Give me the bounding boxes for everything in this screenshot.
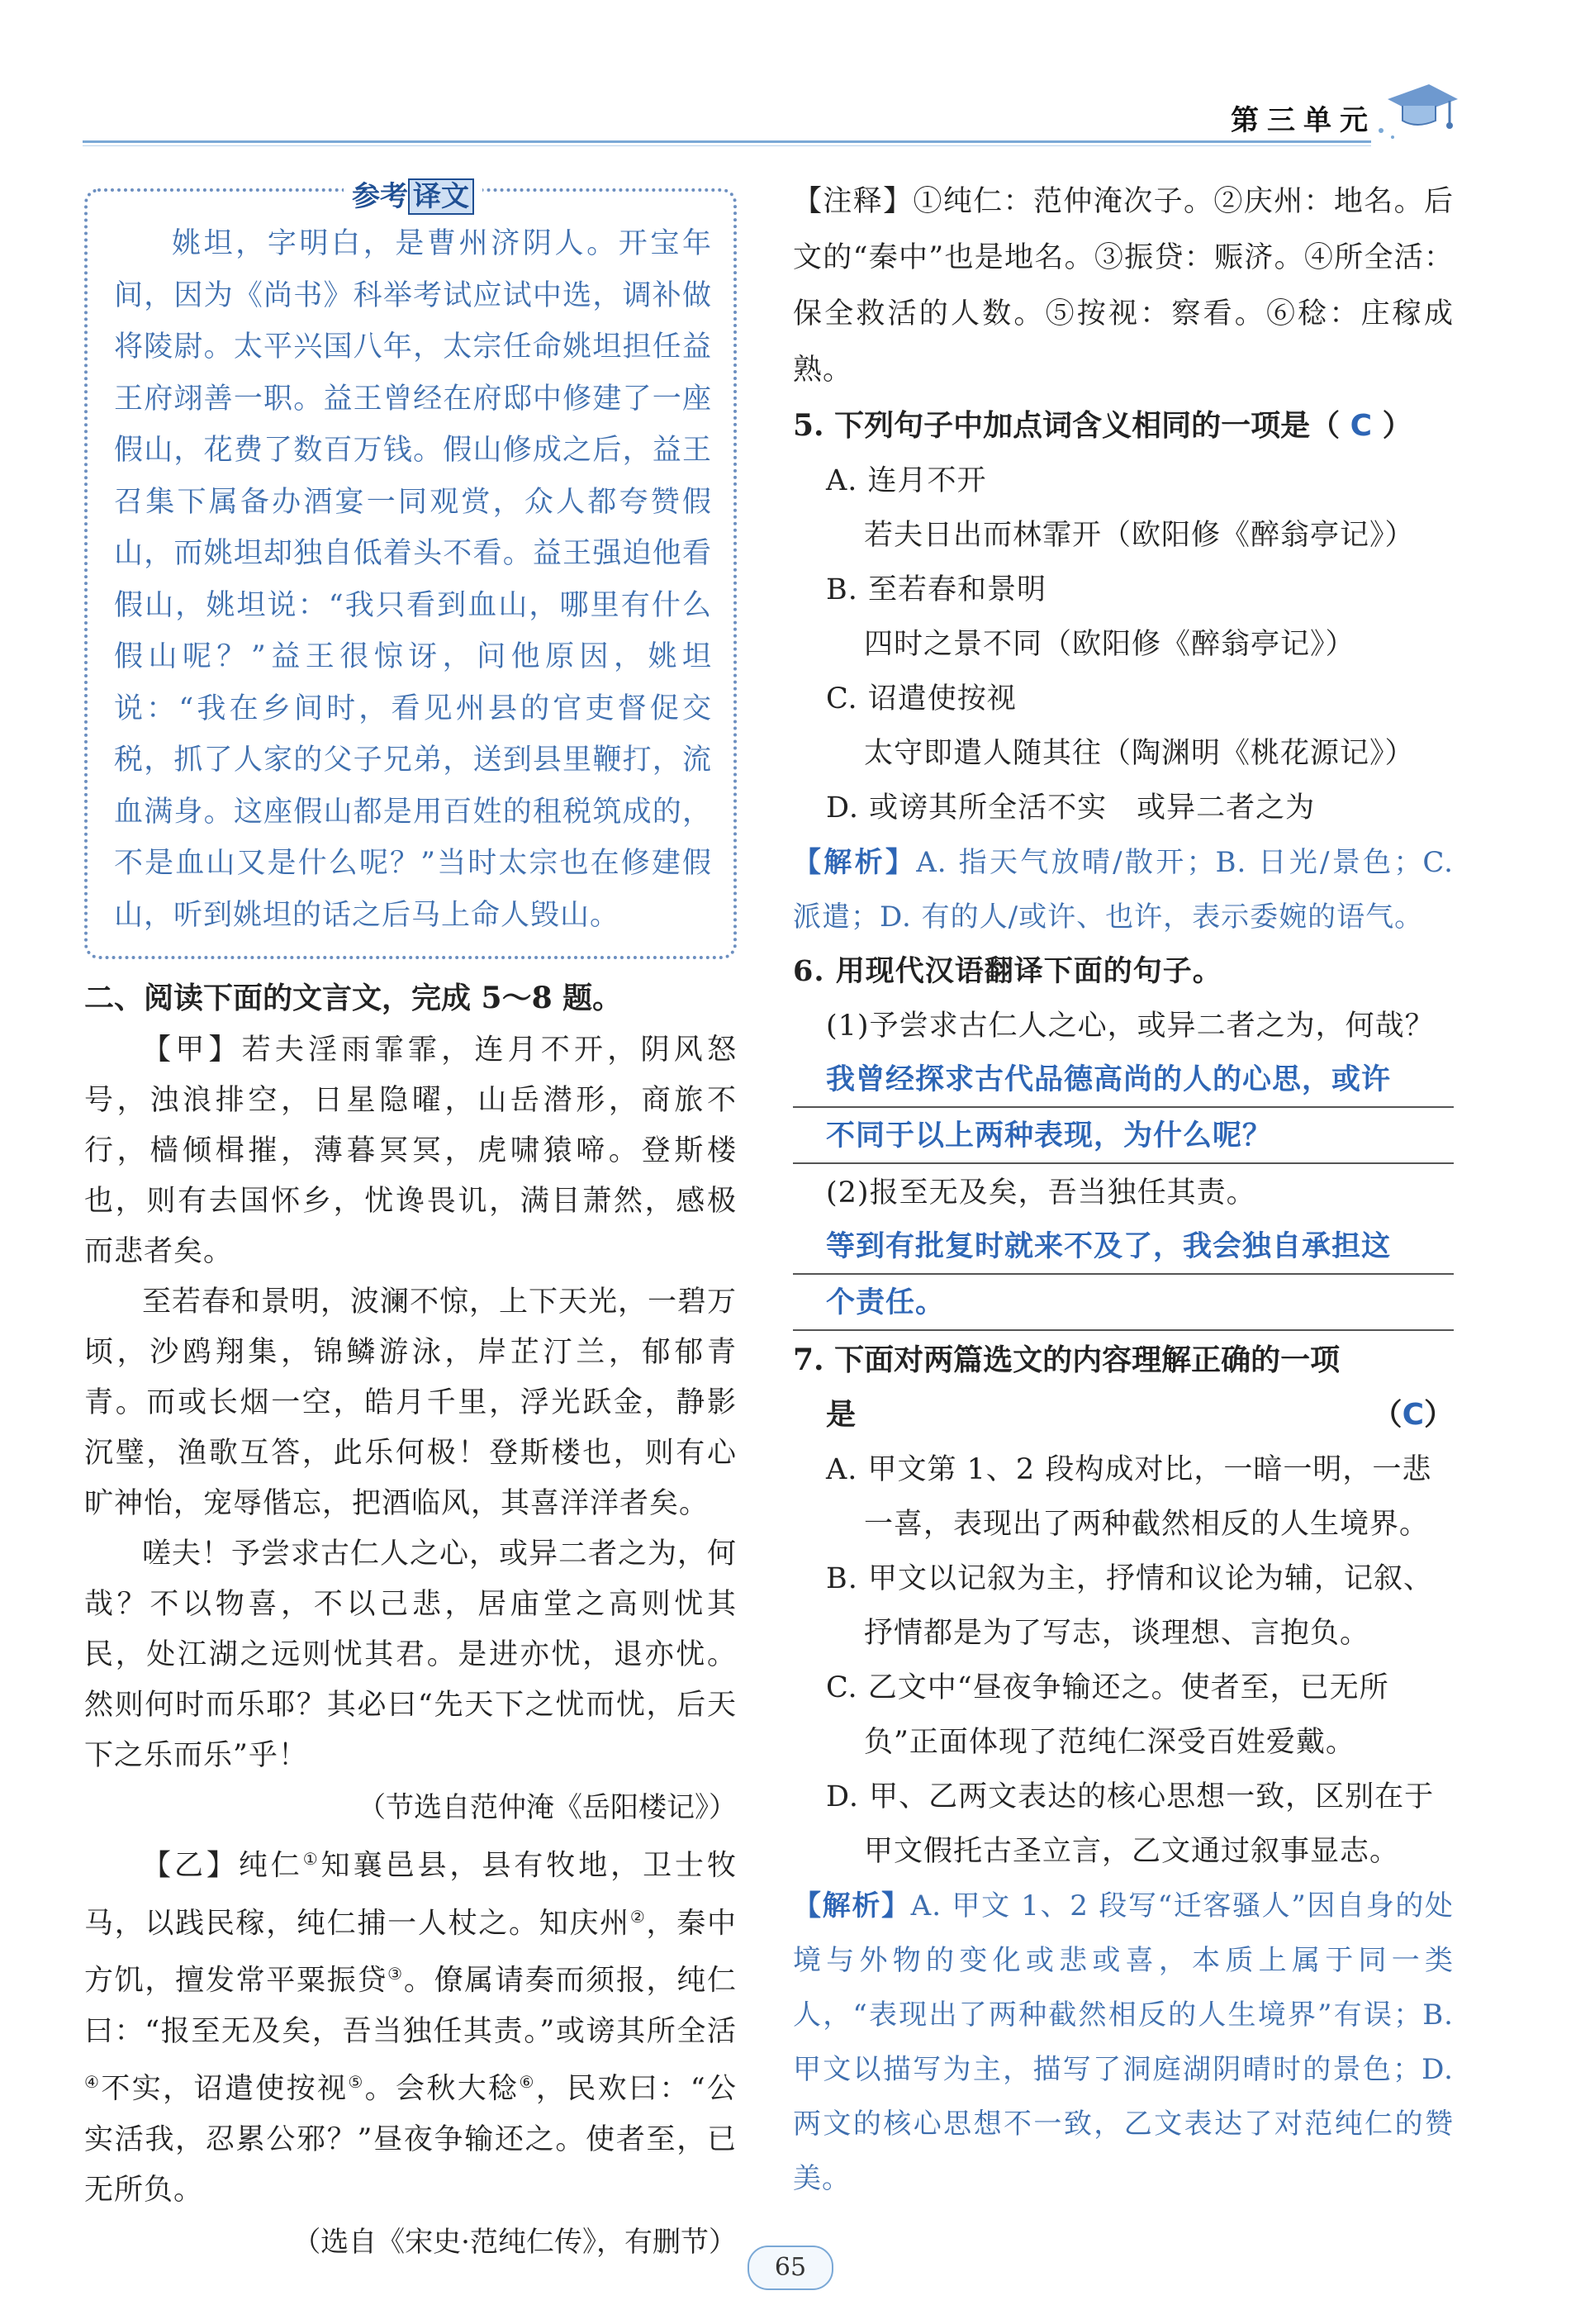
footnote-mark: ①	[302, 1849, 321, 1869]
q5-option-c: C. 诏遣使按视	[826, 682, 1017, 715]
q7-answer-wrap: （C）	[1372, 1397, 1454, 1432]
reference-tag-prefix: 参考	[352, 180, 408, 213]
question-6: 6. 用现代汉语翻译下面的句子。	[793, 954, 1222, 988]
q5-option-c-compare: 太守即遣人随其往（陶渊明《桃花源记》）	[864, 737, 1415, 770]
q5-option-d: D. 或谤其所全活不实 或异二者之为	[826, 791, 1316, 825]
question-5	[793, 398, 1454, 454]
q5-option-b: B. 至若春和景明	[826, 573, 1047, 606]
reference-tag	[344, 173, 482, 214]
q7-stem-cont: 是	[826, 1397, 857, 1432]
jia-label: 【甲】	[142, 1034, 242, 1067]
q7-answer: C	[1402, 1398, 1424, 1432]
q7-option-d: D. 甲、乙两文表达的核心思想一致，区别在于甲文假托古圣立言，乙文通过叙事显志。	[826, 1780, 1435, 1868]
header-rule	[83, 140, 1371, 143]
footnote-mark: ③	[387, 1964, 404, 1984]
q7-option-a: A. 甲文第 1、2 段构成对比，一暗一明，一悲一喜，表现出了两种截然相反的人生境界。	[826, 1453, 1432, 1541]
q5-analysis	[793, 835, 1454, 944]
q5-stem: 5. 下列句子中加点词含义相同的一项是（	[793, 408, 1341, 443]
reference-tag-highlight: 译文	[408, 178, 474, 215]
q5-answer: C	[1350, 409, 1373, 443]
yi-text: 纯仁	[238, 1849, 303, 1883]
unit-title: 第三单元	[1231, 104, 1376, 137]
q6-sentence-2: (2)报至无及矣，吾当独任其责。	[826, 1176, 1256, 1210]
passage-yi	[84, 1834, 737, 2216]
q7-analysis	[793, 1879, 1454, 2206]
yi-text: 。会秋大稔	[364, 2072, 520, 2106]
page-number: 65	[748, 2246, 833, 2290]
passage-jia-p3: 嗟夫！予尝求古仁人之心，或异二者之为，何哉？不以物喜，不以己悲，居庙堂之高则忧其民，处江湖之远则忧其君。是进亦忧，退亦忧。然则何时而乐耶？其必曰“先天下之忧而忧，后天下之乐而乐”乎！	[84, 1537, 738, 1772]
q7-stem-line1: 7. 下面对两篇选文的内容理解正确的一项	[793, 1343, 1341, 1377]
left-column	[84, 180, 738, 2269]
q5-option-a-compare: 若夫日出而林霏开（欧阳修《醉翁亭记》）	[864, 519, 1415, 552]
yi-text: ，秦中方饥，擅发常平粟振贷	[84, 1907, 737, 1998]
q5-option-b-compare: 四时之景不同（欧阳修《醉翁亭记》）	[864, 628, 1355, 661]
q7-option-c: C. 乙文中“昼夜争输还之。使者至，已无所负”正面体现了范纯仁深受百姓爱戴。	[826, 1671, 1389, 1759]
q6-answer-1-line1: 我曾经探求古代品德高尚的人的心思，或许	[793, 1053, 1454, 1108]
yi-text: 不实，诏遣使按视	[101, 2072, 349, 2106]
header-rule-thin	[83, 145, 1371, 146]
jia-p1-text: 若夫淫雨霏霏，连月不开，阴风怒号，浊浪排空，日星隐曜，山岳潜形，商旅不行，樯倾楫摧，薄暮冥冥，虎啸猿啼。登斯楼也，则有去国怀乡，忧谗畏讥，满目萧然，感极而悲者矣。	[84, 1034, 737, 1268]
footnote-mark: ⑥	[519, 2071, 536, 2092]
right-column	[793, 173, 1454, 2206]
passage-jia-source: （节选自范仲淹《岳阳楼记》）	[358, 1791, 737, 1824]
q6-sentence-1: (1)予尝求古仁人之心，或异二者之为，何哉？	[826, 1010, 1435, 1043]
yi-text: 。僚属请奏而须报，纯仁曰：“报至无及矣，吾当独任其责。”或谤其所全活	[84, 1964, 737, 2048]
q5-option-a: A. 连月不开	[826, 464, 987, 497]
q7-stem-line2	[793, 1387, 1454, 1442]
question-7	[793, 1333, 1454, 1442]
graduation-cap-icon	[1371, 66, 1462, 149]
yi-label: 【乙】	[142, 1849, 239, 1883]
footnote-mark: ④	[84, 2071, 102, 2092]
passage-jia-p1	[84, 1025, 737, 1277]
section-title: 二、阅读下面的文言文，完成 5～8 题。	[84, 981, 623, 1015]
q5-close: ）	[1382, 408, 1412, 443]
q7-analysis-text: A. 甲文 1、2 段写“迁客骚人”因自身的处境与外物的变化或悲或喜，本质上属于同一类人，“表现出了两种截然相反的人生境界”有误；B. 甲文以描写为主，描写了洞庭湖阴晴时的景色；D. 两文的核心思想不一致，乙文表达了对范纯仁的赞美。	[793, 1889, 1455, 2195]
reference-translation-box	[84, 180, 737, 959]
footnote-mark: ⑤	[348, 2071, 365, 2092]
q7-analysis-tag: 【解析】	[793, 1889, 911, 1922]
q5-analysis-text: A. 指天气放晴/散开；B. 日光/景色；C. 派遣；D. 有的人/或许、也许，表示委婉的语气。	[793, 846, 1454, 934]
reference-text: 姚坦，字明白，是曹州济阴人。开宝年间，因为《尚书》科举考试应试中选，调补做将陵尉。太平兴国八年，太宗任命姚坦担任益王府翊善一职。益王曾经在府邸中修建了一座假山，花费了数百万钱。假山修成之后，益王召集下属备办酒宴一同观赏，众人都夸赞假山，而姚坦却独自低着头不看。益王强迫他看假山，姚坦说：“我只看到血山，哪里有什么假山呢？”益王很惊讶，问他原因，姚坦说：“我在乡间时，看见州县的官吏督促交税，抓了人家的父子兄弟，送到县里鞭打，流血满身。这座假山都是用百姓的租税筑成的，不是血山又是什么呢？”当时太宗也在修建假山，听到姚坦的话之后马上命人毁山。	[114, 227, 712, 932]
passage-yi-source: （选自《宋史·范纯仁传》，有删节）	[292, 2225, 737, 2259]
yi-text: ，民欢曰：“公实活我，忍累公邪？”昼夜争输还之。使者至，已无所负。	[84, 2072, 737, 2207]
q7-option-b: B. 甲文以记叙为主，抒情和议论为辅，记叙、抒情都是为了写志，谈理想、言抱负。	[826, 1562, 1433, 1650]
q6-answer-2-line2: 个责任。	[793, 1276, 1454, 1331]
q6-answer-1-line2: 不同于以上两种表现，为什么呢？	[793, 1110, 1454, 1164]
passage-jia-p2: 至若春和景明，波澜不惊，上下天光，一碧万顷，沙鸥翔集，锦鳞游泳，岸芷汀兰，郁郁青青。而或长烟一空，皓月千里，浮光跃金，静影沉璧，渔歌互答，此乐何极！登斯楼也，则有心旷神怡，宠辱偕忘，把酒临风，其喜洋洋者矣。	[84, 1286, 738, 1520]
q5-analysis-tag: 【解析】	[793, 846, 917, 879]
notes: 【注释】①纯仁：范仲淹次子。②庆州：地名。后文的“秦中”也是地名。③振贷：赈济。④所全活：保全救活的人数。⑤按视：察看。⑥稔：庄稼成熟。	[793, 185, 1454, 387]
footnote-mark: ②	[629, 1906, 647, 1927]
yi-text: 知襄邑县，县有牧地，卫士牧马，以践民稼，纯仁捕一人杖之。知庆州	[84, 1849, 737, 1941]
q6-answer-2-line1: 等到有批复时就来不及了，我会独自承担这	[793, 1220, 1454, 1275]
